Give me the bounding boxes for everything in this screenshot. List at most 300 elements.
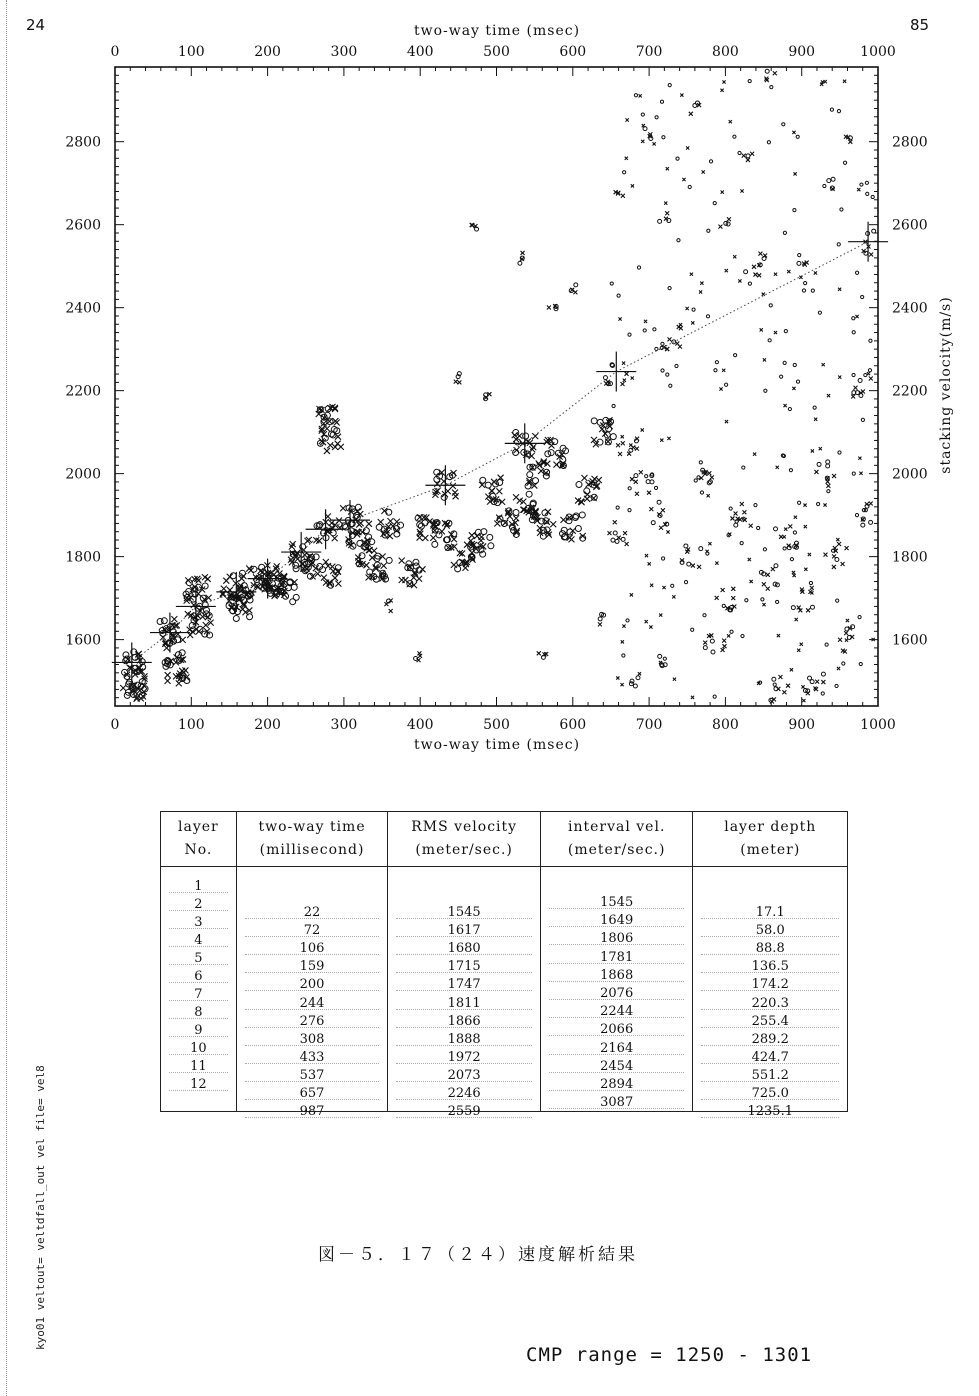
scatter-point-o [860, 183, 863, 186]
scatter-point-x [762, 293, 765, 296]
scatter-point-o [763, 548, 766, 551]
scatter-point-o [653, 328, 656, 331]
scatter-point-x [616, 443, 620, 447]
table-column [693, 812, 847, 1119]
scatter-point-o [677, 239, 680, 242]
scatter-point-o [793, 209, 796, 212]
table-cell: 1545 [447, 905, 481, 920]
scatter-point-x [718, 225, 722, 229]
scatter-point-x [630, 593, 633, 596]
scatter-point-x [223, 578, 229, 584]
scatter-point-o [722, 604, 725, 607]
scatter-point-x [257, 568, 263, 574]
scatter-point-x [479, 534, 485, 540]
scatter-point-o [422, 520, 428, 526]
scatter-point-x [792, 131, 795, 134]
scatter-point-x [727, 634, 730, 637]
scatter-point-x [340, 505, 346, 511]
scatter-point-o [617, 294, 620, 297]
scatter-point-x [667, 337, 671, 341]
scatter-point-o [692, 308, 695, 311]
scatter-point-x [742, 154, 746, 158]
table-cell: 1715 [447, 959, 481, 974]
scatter-point-o [869, 520, 873, 524]
scatter-point-x [641, 140, 644, 143]
column-header-title: RMS velocity [411, 819, 518, 835]
scatter-point-x [399, 558, 405, 564]
scatter-point-o [852, 317, 855, 320]
table-cell: 58.0 [755, 923, 785, 938]
scatter-point-x [774, 273, 777, 276]
picked-velocity-cross [281, 532, 321, 572]
scatter-point-o [770, 86, 773, 89]
scatter-point-o [740, 542, 743, 545]
scatter-point-o [788, 407, 791, 410]
x-tick-label-top: 0 [110, 44, 120, 60]
scatter-point-x [335, 441, 341, 447]
scatter-point-o [767, 141, 770, 144]
scatter-point-o [804, 281, 807, 284]
y-tick-label-left: 2600 [65, 217, 101, 234]
table-cell: 276 [299, 1014, 325, 1029]
scatter-point-x [722, 80, 725, 83]
scatter-point-o [634, 94, 637, 97]
scatter-point-o [838, 451, 841, 454]
table-cell: 159 [299, 959, 325, 974]
scatter-point-x [691, 564, 695, 568]
scatter-point-x [766, 573, 770, 577]
scatter-point-o [629, 682, 633, 686]
scatter-point-o [636, 676, 640, 680]
scatter-point-x [327, 442, 333, 448]
y-tick-label-left: 2200 [65, 383, 101, 400]
scatter-point-x [622, 362, 625, 365]
table-cell: 8 [194, 1005, 203, 1020]
scatter-point-x [707, 471, 711, 475]
y-tick-label-right: 2200 [892, 383, 928, 400]
column-header-title: layer depth [724, 819, 817, 835]
scatter-point-x [667, 437, 670, 440]
scatter-point-o [817, 462, 821, 466]
scatter-point-x [550, 521, 556, 527]
scatter-point-x [731, 596, 735, 600]
scatter-point-o [817, 502, 820, 505]
scatter-point-x [378, 519, 384, 525]
scatter-point-o [872, 229, 876, 233]
scatter-point-x [763, 358, 766, 361]
scatter-point-o [626, 619, 629, 622]
scatter-point-x [794, 516, 797, 519]
table-cell: 657 [299, 1086, 325, 1101]
table-cell: 2244 [600, 1004, 634, 1019]
scatter-point-o [782, 123, 785, 126]
scatter-point-o [666, 373, 669, 376]
scatter-point-o [710, 639, 714, 643]
x-tick-label-top: 400 [406, 44, 434, 60]
scatter-point-x [797, 649, 800, 652]
column-header-title: two-way time [258, 819, 366, 835]
scatter-point-x [746, 158, 750, 162]
scatter-point-x [699, 290, 702, 293]
scatter-point-x [648, 562, 651, 565]
scatter-point-x [752, 265, 756, 269]
scatter-point-o [789, 469, 792, 472]
table-column-header [541, 812, 693, 867]
scatter-point-o [835, 684, 838, 687]
scatter-point-x [725, 269, 728, 272]
scatter-point-o [866, 192, 869, 195]
scatter-point-o [645, 475, 648, 478]
table-cell: 6 [194, 969, 203, 984]
table-cell: 255.4 [751, 1014, 789, 1029]
column-header-unit: (meter) [740, 842, 801, 858]
scatter-point-x [719, 387, 722, 390]
scatter-point-x [621, 194, 625, 198]
scatter-point-x [381, 563, 387, 569]
scatter-point-x [451, 470, 457, 476]
scatter-point-o [741, 634, 744, 637]
scatter-point-o [706, 315, 709, 318]
scatter-point-x [171, 616, 177, 622]
scatter-point-x [822, 363, 825, 366]
scatter-point-o [852, 472, 855, 475]
y-tick-label-right: 1600 [892, 632, 928, 649]
scatter-point-x [625, 372, 629, 376]
scatter-point-o [725, 383, 728, 386]
scatter-point-o [765, 69, 769, 73]
table-column-header [161, 812, 236, 867]
scatter-point-x [584, 492, 590, 498]
scatter-point-o [628, 487, 631, 490]
scatter-point-x [867, 372, 870, 375]
scatter-point-x [402, 577, 408, 583]
scatter-point-o [480, 477, 486, 483]
scatter-point-x [691, 696, 694, 699]
scatter-point-o [774, 527, 778, 531]
x-tick-label-top: 300 [330, 44, 358, 60]
scatter-point-o [772, 677, 776, 681]
scatter-point-x [869, 501, 873, 505]
scatter-point-o [699, 547, 703, 551]
scatter-point-o [691, 628, 694, 631]
scatter-point-x [742, 510, 746, 514]
scatter-point-o [715, 361, 718, 364]
scatter-point-x [853, 386, 857, 390]
scatter-point-o [757, 526, 760, 529]
scatter-point-o [591, 418, 597, 424]
scatter-point-o [742, 466, 745, 469]
scatter-point-x [420, 566, 426, 572]
scatter-point-x [730, 516, 734, 520]
table-column [161, 812, 237, 1111]
table-cell: 725.0 [751, 1086, 789, 1101]
scatter-point-o [515, 439, 521, 445]
table-cell: 1 [194, 879, 203, 894]
scatter-point-x [782, 690, 786, 694]
scatter-point-x [740, 189, 743, 192]
scatter-point-o [764, 389, 767, 392]
side-file-label: kyo01 veltout= veltdfall_out vel file= vel8 [34, 1065, 47, 1350]
picked-velocity-cross [596, 352, 636, 392]
scatter-point-x [803, 504, 806, 507]
scatter-point-o [661, 369, 664, 372]
scatter-point-o [852, 331, 855, 334]
scatter-point-o [748, 282, 751, 285]
scatter-point-o [247, 614, 253, 620]
y-tick-label-right: 2400 [892, 300, 928, 317]
table-cell: 4 [194, 933, 203, 948]
scatter-point-x [450, 483, 456, 489]
scatter-point-o [637, 266, 640, 269]
scatter-point-x [689, 112, 693, 116]
scatter-point-x [810, 586, 814, 590]
table-column-body [541, 867, 693, 1111]
table-column-body [388, 867, 540, 1119]
scatter-point-x [819, 447, 822, 450]
scatter-point-x [494, 521, 500, 527]
scatter-point-o [628, 333, 631, 336]
scatter-point-x [715, 562, 718, 565]
scatter-point-o [826, 460, 830, 464]
scatter-point-o [811, 289, 814, 292]
scatter-point-x [838, 288, 841, 291]
scatter-point-o [179, 650, 185, 656]
scatter-point-x [645, 554, 648, 557]
scatter-point-x [708, 542, 711, 545]
scatter-point-x [635, 447, 639, 451]
scatter-point-x [700, 282, 703, 285]
scatter-point-o [413, 563, 419, 569]
scatter-point-o [784, 329, 787, 332]
scatter-point-o [651, 521, 655, 525]
scatter-point-x [851, 394, 855, 398]
scatter-point-o [538, 518, 544, 524]
scatter-point-o [641, 113, 644, 116]
scatter-point-o [861, 295, 864, 298]
scatter-point-o [697, 476, 700, 479]
scatter-point-o [658, 654, 662, 658]
scatter-point-x [786, 684, 790, 688]
scatter-point-x [623, 379, 626, 382]
scatter-point-x [794, 172, 797, 175]
scatter-point-o [612, 404, 615, 407]
table-cell: 7 [194, 987, 203, 1002]
scatter-point-o [793, 531, 796, 534]
scatter-point-x [324, 448, 330, 454]
scatter-point-o [703, 614, 706, 617]
scatter-point-x [613, 520, 617, 524]
scatter-point-x [621, 640, 624, 643]
scatter-point-x [639, 94, 642, 97]
scatter-point-o [574, 283, 578, 287]
scatter-point-x [645, 620, 648, 623]
scatter-point-o [518, 261, 522, 265]
table-cell: 2454 [600, 1059, 634, 1074]
scatter-point-o [623, 171, 626, 174]
scatter-point-o [810, 605, 814, 609]
scatter-point-x [491, 479, 497, 485]
scatter-point-o [859, 662, 862, 665]
scatter-point-x [813, 687, 816, 690]
scatter-point-x [814, 271, 817, 274]
scatter-point-o [781, 454, 784, 457]
scatter-point-x [417, 535, 423, 541]
scatter-point-x [529, 446, 535, 452]
scatter-point-x [832, 554, 836, 558]
table-cell: 244 [299, 996, 325, 1011]
scatter-point-x [710, 475, 714, 479]
scatter-point-o [744, 270, 748, 274]
scatter-point-o [330, 530, 336, 536]
scatter-point-x [788, 524, 792, 528]
table-cell: 88.8 [755, 941, 785, 956]
scatter-point-o [869, 339, 872, 342]
cmp-range-label: CMP range = 1250 - 1301 [526, 1344, 813, 1366]
scatter-point-x [859, 472, 862, 475]
scatter-point-o [598, 617, 602, 621]
table-cell: 12 [190, 1077, 207, 1092]
scatter-point-x [838, 638, 842, 642]
picked-velocity-cross [425, 465, 465, 505]
scatter-point-o [488, 543, 494, 549]
scatter-point-o [355, 504, 361, 510]
scatter-point-x [748, 558, 751, 561]
scatter-point-x [686, 146, 689, 149]
table-cell: 11 [190, 1059, 207, 1074]
scatter-point-x [725, 420, 728, 423]
table-cell: 424.7 [751, 1050, 789, 1065]
chart-scatter-points [120, 69, 875, 703]
scatter-point-x [824, 80, 827, 83]
scatter-point-x [630, 477, 634, 481]
scatter-point-o [754, 504, 757, 507]
y-tick-label-left: 2400 [65, 300, 101, 317]
x-tick-label-bottom: 0 [110, 717, 120, 733]
x-tick-label-top: 900 [788, 44, 816, 60]
scatter-point-x [389, 609, 393, 613]
scatter-point-x [792, 571, 795, 574]
scatter-point-x [823, 503, 826, 506]
y-tick-label-right: 1800 [892, 549, 928, 566]
scatter-point-x [776, 466, 779, 469]
scatter-point-x [634, 480, 638, 484]
table-cell: 2164 [600, 1041, 634, 1056]
scatter-point-x [811, 449, 814, 452]
scatter-point-o [827, 490, 830, 493]
scatter-point-o [650, 473, 653, 476]
scatter-point-o [793, 363, 796, 366]
scatter-point-x [762, 603, 765, 606]
scatter-point-o [643, 127, 647, 131]
scatter-point-o [821, 672, 825, 676]
table-column [541, 812, 694, 1111]
scatter-point-x [451, 562, 457, 568]
scatter-point-x [702, 170, 705, 173]
scatter-point-o [825, 643, 828, 646]
scatter-point-o [858, 616, 861, 619]
y-tick-label-right: 2800 [892, 134, 928, 151]
scatter-point-x [774, 331, 777, 334]
scatter-point-o [523, 433, 529, 439]
y-tick-label-left: 1800 [65, 549, 101, 566]
scatter-point-x [620, 683, 623, 686]
scatter-point-x [804, 568, 807, 571]
scatter-point-x [733, 255, 736, 258]
scatter-point-o [671, 584, 674, 587]
table-cell: 22 [303, 905, 321, 920]
scatter-point-o [675, 364, 678, 367]
scatter-point-x [804, 525, 807, 528]
scatter-point-o [687, 562, 691, 566]
scatter-point-x [581, 475, 587, 481]
scatter-point-x [777, 634, 780, 637]
scatter-point-o [840, 208, 843, 211]
scatter-point-o [616, 506, 619, 509]
scatter-point-x [638, 672, 641, 675]
table-cell: 3087 [600, 1095, 634, 1110]
scatter-point-x [560, 517, 566, 523]
scatter-point-o [861, 418, 864, 421]
scatter-point-x [590, 478, 596, 484]
table-cell: 2246 [447, 1086, 481, 1101]
scatter-point-o [837, 243, 840, 246]
scatter-point-x [808, 553, 811, 556]
figure-caption: 図－５．１７（２４）速度解析結果 [318, 1245, 638, 1265]
scatter-point-o [662, 557, 665, 560]
column-header-title: interval vel. [567, 819, 666, 835]
scatter-point-x [729, 120, 732, 123]
column-header-unit: No. [184, 842, 213, 858]
scatter-point-x [661, 508, 665, 512]
scatter-point-o [802, 289, 805, 292]
scatter-point-x [664, 202, 667, 205]
table-cell: 3 [194, 915, 203, 930]
scatter-point-o [621, 537, 625, 541]
scatter-point-o [533, 478, 539, 484]
table-cell: 174.2 [751, 977, 789, 992]
scatter-point-o [733, 135, 736, 138]
scatter-point-o [622, 654, 625, 657]
scatter-point-x [783, 535, 786, 538]
table-column [237, 812, 389, 1119]
scatter-point-o [186, 580, 192, 586]
scatter-point-o [809, 581, 812, 584]
scatter-point-o [783, 231, 786, 234]
x-axis-label-top: two-way time (msec) [413, 23, 581, 39]
y-tick-label-right: 2000 [892, 466, 928, 483]
scatter-point-x [453, 493, 459, 499]
scatter-point-x [731, 587, 735, 591]
scatter-point-o [386, 557, 392, 563]
scatter-point-x [740, 502, 744, 506]
y-tick-label-left: 2000 [65, 466, 101, 483]
scatter-point-x [537, 651, 541, 655]
scatter-point-x [750, 580, 753, 583]
scatter-point-o [513, 510, 519, 516]
scatter-point-x [801, 685, 804, 688]
scatter-point-o [734, 523, 738, 527]
scatter-point-x [776, 687, 780, 691]
picked-velocity-cross [848, 222, 888, 262]
scatter-point-x [844, 631, 848, 635]
scatter-point-x [639, 470, 643, 474]
scatter-point-x [513, 494, 519, 500]
x-tick-label-top: 100 [177, 44, 205, 60]
scatter-point-x [530, 444, 536, 450]
scatter-point-o [684, 581, 687, 584]
scatter-point-o [658, 219, 662, 223]
scatter-point-o [871, 195, 874, 198]
